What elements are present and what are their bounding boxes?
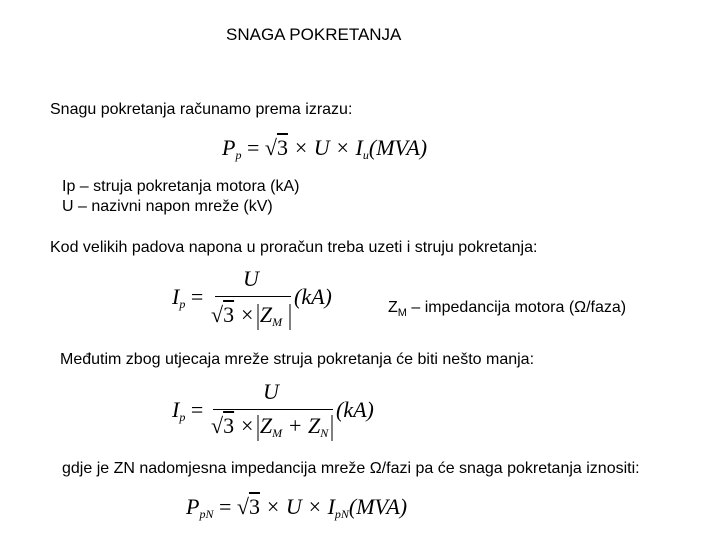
formula-power-network-unit: (MVA) xyxy=(348,494,408,519)
formula-current-motor-den-sub: M xyxy=(272,315,283,329)
formula-current-network-root: 3 xyxy=(223,413,235,438)
formula-power-lhs-sub: p xyxy=(235,148,242,162)
definition-u: U – nazivni napon mreže (kV) xyxy=(62,198,273,215)
formula-power-network xyxy=(186,494,407,527)
zm-sub: M xyxy=(397,307,407,320)
formula-power-network-lhs: P xyxy=(186,494,200,519)
formula-current-network-sqrt-symbol: √ xyxy=(211,413,224,438)
formula-current-network-unit: (kA) xyxy=(336,397,374,422)
formula-power-eq: = xyxy=(241,135,265,160)
formula-current-motor-sqrt-symbol: √ xyxy=(211,302,224,327)
formula-power-network-times: × U × xyxy=(259,494,328,519)
formula-current-network-lhs: I xyxy=(172,397,180,422)
formula-current-motor-eq: = xyxy=(185,284,204,309)
page-title: SNAGA POKRETANJA xyxy=(226,25,402,44)
formula-current-motor-numerator: U xyxy=(243,266,259,291)
formula-power-root: 3 xyxy=(276,135,288,160)
intro-text: Snagu pokretanja računamo prema izrazu: xyxy=(50,101,353,118)
formula-power-sqrt-symbol: √ xyxy=(264,135,277,160)
formula-current-motor-root: 3 xyxy=(223,302,235,327)
formula-current-network-den-sub1: M xyxy=(272,426,283,440)
formula-power-network-root: 3 xyxy=(248,494,260,519)
formula-power-network-lhs-sub: pN xyxy=(199,507,214,521)
formula-power-unit: (MVA) xyxy=(368,135,428,160)
zm-rest: – impedancija motora (Ω/faza) xyxy=(406,299,627,316)
formula-current-network-eq: = xyxy=(185,397,204,422)
formula-current-network-den: × Z xyxy=(234,413,273,438)
zm-definition xyxy=(388,298,626,323)
formula-current-network-lhs-sub: p xyxy=(179,410,186,424)
formula-power-lhs: P xyxy=(222,135,236,160)
formula-power-network-eq: = xyxy=(213,494,237,519)
formula-current-motor-lhs-sub: p xyxy=(179,297,186,311)
formula-current-motor-unit: (kA) xyxy=(294,284,332,309)
large-voltage-drop-text: Kod velikih padova napona u proračun treba uzeti i struju pokretanja: xyxy=(50,239,538,256)
network-impedance-text: gdje je ZN nadomjesna impedancija mreže Ω/fazi pa će snaga pokretanja iznositi: xyxy=(62,460,640,477)
formula-current-network-den-sub2: N xyxy=(320,426,329,440)
formula-power-network-sqrt-symbol: √ xyxy=(236,494,249,519)
formula-power-times: × U × xyxy=(287,135,356,160)
formula-power-network-i: I xyxy=(327,494,335,519)
formula-current-motor-den: × Z xyxy=(234,302,273,327)
zm-prefix: Z xyxy=(388,299,398,316)
formula-current-motor-fraction-bar xyxy=(215,296,291,297)
formula-power xyxy=(222,135,427,168)
formula-power-i: I xyxy=(355,135,363,160)
formula-power-network-i-sub: pN xyxy=(334,507,349,521)
formula-power-i-sub: u xyxy=(362,148,369,162)
formula-current-network-numerator: U xyxy=(263,379,279,404)
formula-current-network-plus: + Z xyxy=(282,413,321,438)
network-influence-text: Međutim zbog utjecaja mreže struja pokretanja će biti nešto manja: xyxy=(60,351,535,368)
formula-current-network-fraction-bar xyxy=(213,409,333,410)
definition-ip: Ip – struja pokretanja motora (kA) xyxy=(62,178,300,195)
formula-current-network-abs-bars xyxy=(0,0,1,1)
formula-current-motor-lhs: I xyxy=(172,284,180,309)
